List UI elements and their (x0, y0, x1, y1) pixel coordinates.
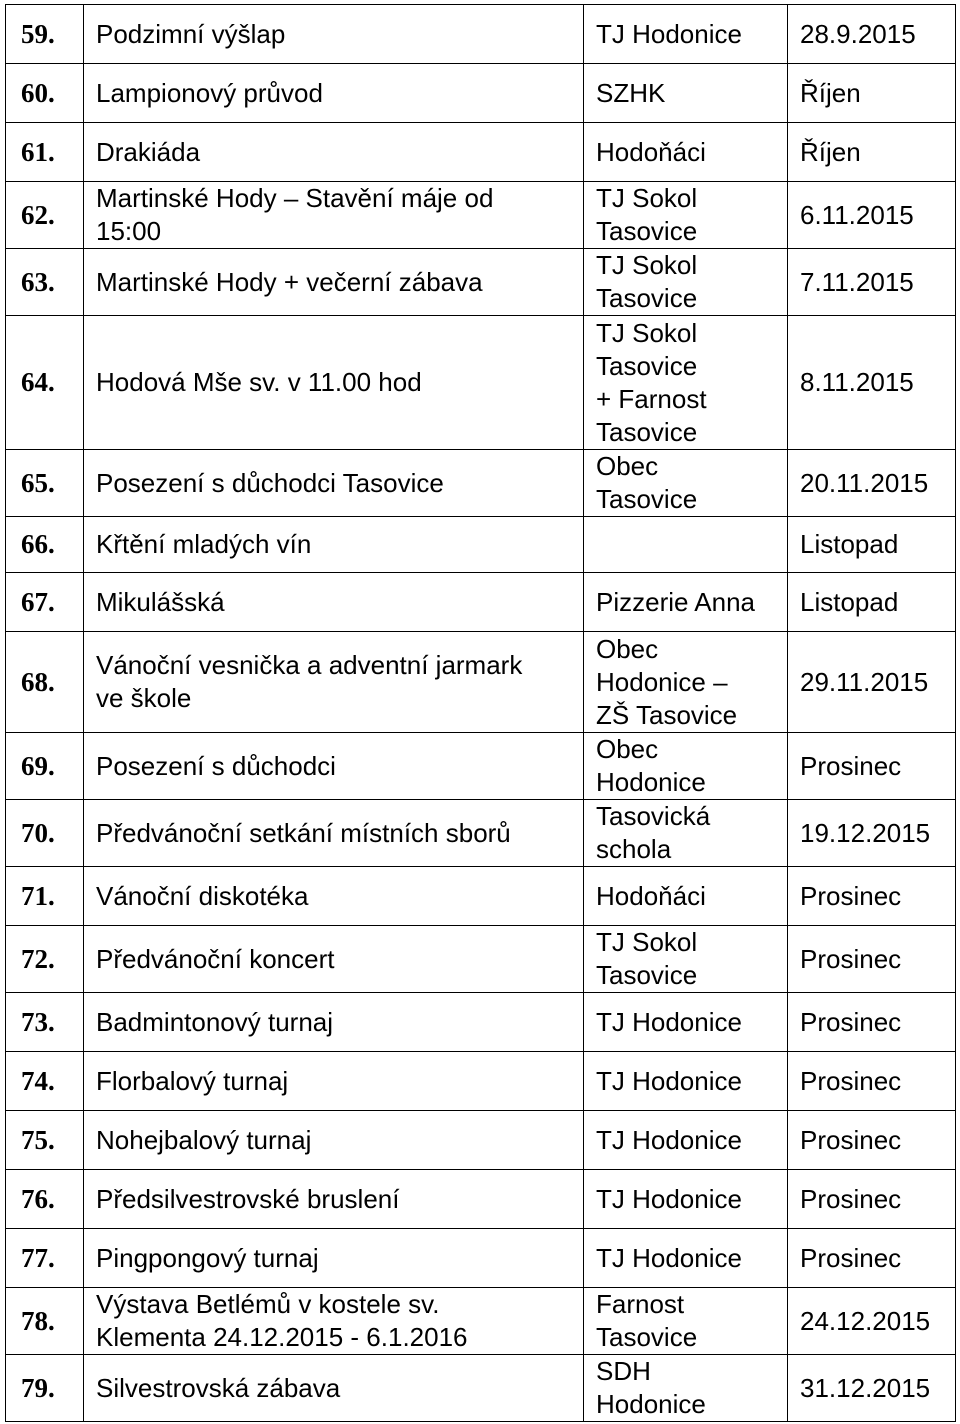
event-date: Říjen (788, 64, 956, 123)
event-name: Podzimní výšlap (84, 5, 584, 64)
event-organizer: Obec Hodonice (584, 733, 788, 800)
table-row (6, 64, 956, 123)
table-row (6, 316, 956, 450)
event-name: Lampionový průvod (84, 64, 584, 123)
table-row (6, 5, 956, 64)
event-organizer: TJ Sokol Tasovice (584, 182, 788, 249)
event-date: 29.11.2015 (788, 632, 956, 733)
table-row (6, 249, 956, 316)
event-organizer: SZHK (584, 64, 788, 123)
row-number: 79. (6, 1355, 84, 1422)
event-name: Vánoční diskotéka (84, 867, 584, 926)
row-number: 65. (6, 450, 84, 517)
row-number: 62. (6, 182, 84, 249)
row-number: 69. (6, 733, 84, 800)
table-row (6, 867, 956, 926)
table-row (6, 1229, 956, 1288)
row-number: 68. (6, 632, 84, 733)
table-row (6, 573, 956, 632)
event-name: Předsilvestrovské bruslení (84, 1170, 584, 1229)
event-date: Prosinec (788, 1170, 956, 1229)
event-name: Silvestrovská zábava (84, 1355, 584, 1422)
events-table (5, 4, 956, 1422)
event-name: Martinské Hody + večerní zábava (84, 249, 584, 316)
event-name: Posezení s důchodci (84, 733, 584, 800)
event-date: 31.12.2015 (788, 1355, 956, 1422)
event-name: Výstava Betlémů v kostele sv. Klementa 24.12.2015 - 6.1.2016 (84, 1288, 584, 1355)
event-name: Martinské Hody – Stavění máje od 15:00 (84, 182, 584, 249)
event-organizer: Tasovická schola (584, 800, 788, 867)
event-name: Křtění mladých vín (84, 517, 584, 573)
event-date: Prosinec (788, 1229, 956, 1288)
event-date: Prosinec (788, 1052, 956, 1111)
table-row (6, 1111, 956, 1170)
event-organizer: Obec Tasovice (584, 450, 788, 517)
row-number: 67. (6, 573, 84, 632)
event-date: Listopad (788, 517, 956, 573)
row-number: 64. (6, 316, 84, 450)
event-date: Prosinec (788, 926, 956, 993)
event-organizer: TJ Sokol Tasovice + Farnost Tasovice (584, 316, 788, 450)
event-organizer: Hodoňáci (584, 123, 788, 182)
table-row (6, 182, 956, 249)
table-row (6, 1052, 956, 1111)
row-number: 74. (6, 1052, 84, 1111)
event-name: Pingpongový turnaj (84, 1229, 584, 1288)
table-row (6, 450, 956, 517)
table-row (6, 733, 956, 800)
event-name: Florbalový turnaj (84, 1052, 584, 1111)
table-row (6, 926, 956, 993)
row-number: 75. (6, 1111, 84, 1170)
row-number: 73. (6, 993, 84, 1052)
event-date: Prosinec (788, 1111, 956, 1170)
row-number: 59. (6, 5, 84, 64)
event-organizer: SDH Hodonice (584, 1355, 788, 1422)
event-date: 8.11.2015 (788, 316, 956, 450)
table-row (6, 1288, 956, 1355)
event-date: 28.9.2015 (788, 5, 956, 64)
row-number: 76. (6, 1170, 84, 1229)
table-row (6, 993, 956, 1052)
event-date: Říjen (788, 123, 956, 182)
event-date: Prosinec (788, 993, 956, 1052)
events-table-body (6, 5, 956, 1422)
event-date: 6.11.2015 (788, 182, 956, 249)
table-row (6, 1170, 956, 1229)
table-row (6, 1355, 956, 1422)
event-date: 20.11.2015 (788, 450, 956, 517)
event-organizer: TJ Hodonice (584, 1052, 788, 1111)
row-number: 71. (6, 867, 84, 926)
event-organizer: TJ Hodonice (584, 993, 788, 1052)
event-organizer: Hodoňáci (584, 867, 788, 926)
event-name: Nohejbalový turnaj (84, 1111, 584, 1170)
event-name: Vánoční vesnička a adventní jarmark ve škole (84, 632, 584, 733)
event-date: 7.11.2015 (788, 249, 956, 316)
event-organizer: TJ Hodonice (584, 5, 788, 64)
row-number: 72. (6, 926, 84, 993)
event-organizer: Farnost Tasovice (584, 1288, 788, 1355)
table-row (6, 800, 956, 867)
event-name: Předvánoční koncert (84, 926, 584, 993)
event-name: Mikulášská (84, 573, 584, 632)
row-number: 61. (6, 123, 84, 182)
row-number: 77. (6, 1229, 84, 1288)
event-organizer: TJ Sokol Tasovice (584, 249, 788, 316)
event-organizer (584, 517, 788, 573)
row-number: 70. (6, 800, 84, 867)
event-organizer: Pizzerie Anna (584, 573, 788, 632)
event-organizer: TJ Hodonice (584, 1229, 788, 1288)
table-row (6, 123, 956, 182)
event-organizer: TJ Sokol Tasovice (584, 926, 788, 993)
row-number: 66. (6, 517, 84, 573)
event-date: 24.12.2015 (788, 1288, 956, 1355)
event-name: Hodová Mše sv. v 11.00 hod (84, 316, 584, 450)
event-name: Předvánoční setkání místních sborů (84, 800, 584, 867)
event-date: 19.12.2015 (788, 800, 956, 867)
event-organizer: Obec Hodonice – ZŠ Tasovice (584, 632, 788, 733)
event-organizer: TJ Hodonice (584, 1111, 788, 1170)
row-number: 63. (6, 249, 84, 316)
event-organizer: TJ Hodonice (584, 1170, 788, 1229)
event-date: Prosinec (788, 867, 956, 926)
event-name: Badmintonový turnaj (84, 993, 584, 1052)
table-row (6, 517, 956, 573)
event-date: Listopad (788, 573, 956, 632)
event-date: Prosinec (788, 733, 956, 800)
event-name: Drakiáda (84, 123, 584, 182)
row-number: 60. (6, 64, 84, 123)
table-row (6, 632, 956, 733)
event-name: Posezení s důchodci Tasovice (84, 450, 584, 517)
row-number: 78. (6, 1288, 84, 1355)
